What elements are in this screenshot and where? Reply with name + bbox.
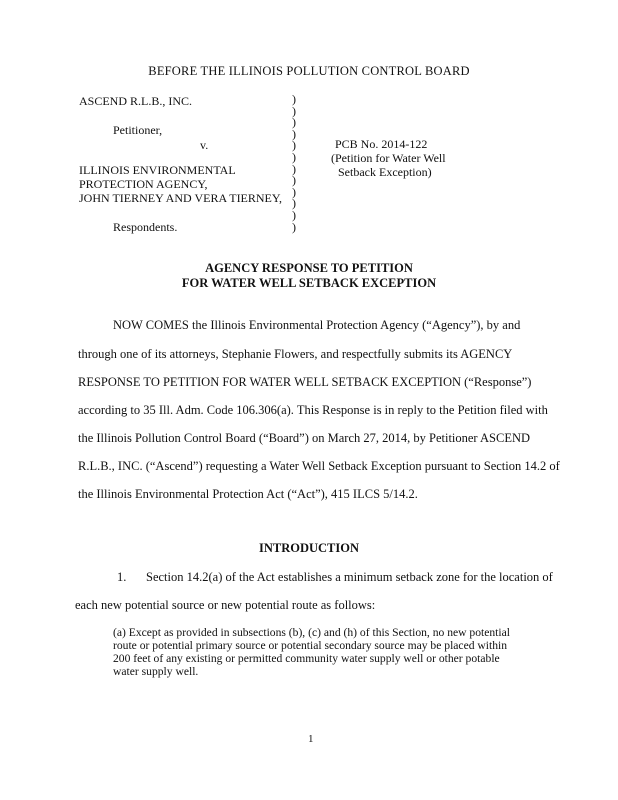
petitioner-role: Petitioner, [113,123,163,137]
paren-mark: ) [292,196,296,211]
respondent-line-3: JOHN TIERNEY AND VERA TIERNEY, [79,191,283,205]
document-title-line-2: FOR WATER WELL SETBACK EXCEPTION [181,276,437,290]
respondent-role: Respondents. [113,220,178,234]
page-number: 1 [308,733,314,745]
paren-mark: ) [292,115,296,130]
paren-mark: ) [292,207,296,222]
quote-line-3: 200 feet of any existing or permitted community water supply well or other potable [113,652,500,665]
paren-mark: ) [292,138,296,153]
versus-label: v. [200,138,209,152]
petitioner-name: ASCEND R.L.B., INC. [79,94,193,108]
paren-mark: ) [292,103,296,118]
quote-line-1: (a) Except as provided in subsections (b), (c) and (h) of this Section, no new potential [113,626,510,639]
intro-line-5: the Illinois Pollution Control Board (“Board”) on March 27, 2014, by Petitioner ASCEND [78,431,531,445]
intro-line-2: through one of its attorneys, Stephanie Flowers, and respectfully submits its AGENCY [78,347,513,361]
respondent-line-1: ILLINOIS ENVIRONMENTAL [79,163,236,177]
intro-line-6: R.L.B., INC. (“Ascend”) requesting a Water Well Setback Exception pursuant to Section 14.2 of [78,459,560,473]
section-line-2: each new potential source or new potential route as follows: [75,598,376,612]
case-number: PCB No. 2014-122 [335,137,428,151]
caption-parentheses [292,94,296,233]
respondent-line-2: PROTECTION AGENCY, [79,177,208,191]
quote-line-2: route or potential primary source or potential secondary source may be placed within [113,639,508,652]
paren-mark: ) [292,92,296,106]
paren-mark: ) [292,184,296,199]
paren-mark: ) [292,219,296,234]
section-line-1: Section 14.2(a) of the Act establishes a minimum setback zone for the location of [146,570,553,584]
paren-mark: ) [292,173,296,188]
paren-mark: ) [292,161,296,176]
intro-line-3: RESPONSE TO PETITION FOR WATER WELL SETBACK EXCEPTION (“Response”) [78,375,532,389]
intro-line-4: according to 35 Ill. Adm. Code 106.306(a). This Response is in reply to the Petition filed with [78,403,548,417]
board-heading: BEFORE THE ILLINOIS POLLUTION CONTROL BOARD [148,64,470,78]
intro-line-1: NOW COMES the Illinois Environmental Protection Agency (“Agency”), by and [113,318,521,332]
section-heading: INTRODUCTION [258,541,359,555]
case-description-line-1: (Petition for Water Well [331,151,446,165]
quote-line-4: water supply well. [113,665,199,678]
paren-mark: ) [292,149,296,164]
paragraph-number: 1. [117,570,127,584]
case-description-line-2: Setback Exception) [338,165,432,179]
paren-mark: ) [292,126,296,141]
intro-line-7: the Illinois Environmental Protection Act (“Act”), 415 ILCS 5/14.2. [78,487,418,501]
document-title-line-1: AGENCY RESPONSE TO PETITION [205,261,413,275]
